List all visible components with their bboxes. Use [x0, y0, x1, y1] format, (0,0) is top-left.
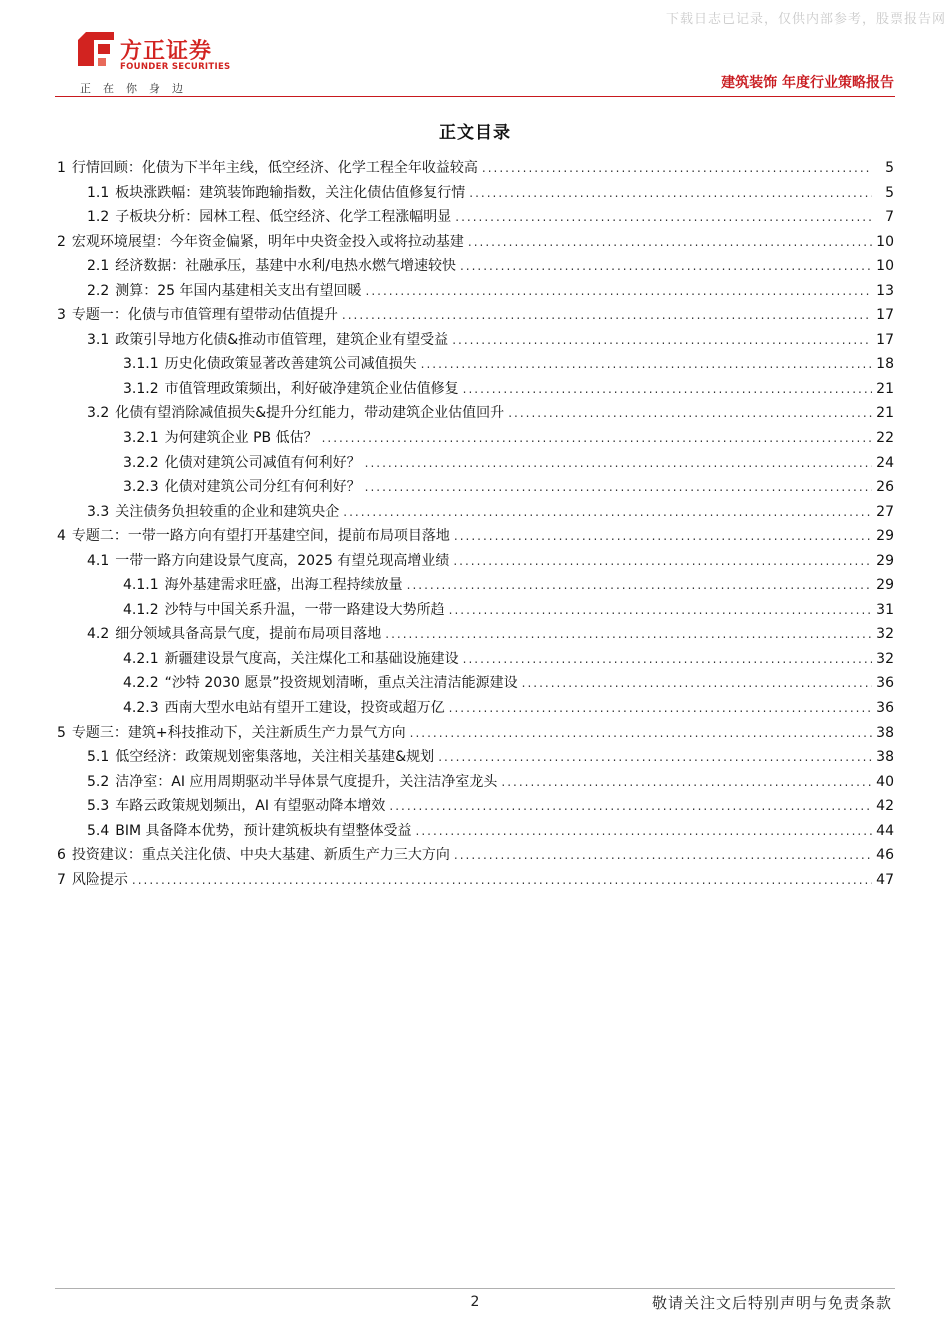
toc-entry-title: 西南大型水电站有望开工建设，投资或超万亿	[164, 700, 445, 717]
toc-entry-page: 47	[876, 871, 894, 888]
footer-divider	[55, 1288, 895, 1289]
toc-leader-dots	[454, 843, 872, 868]
toc-entry-page: 32	[876, 650, 894, 667]
toc-entry-number: 5.2	[87, 773, 110, 790]
toc-entry-number: 5.1	[87, 749, 110, 766]
toc-entry-page: 38	[876, 749, 894, 766]
toc-entry-page: 10	[876, 258, 894, 275]
toc-entry[interactable]	[57, 500, 894, 525]
toc-entry[interactable]	[57, 745, 894, 770]
toc-entry-number: 4.1.1	[123, 577, 159, 594]
toc-entry-title: 历史化债政策显著改善建筑公司减值损失	[164, 356, 417, 373]
toc-entry-page: 32	[876, 626, 894, 643]
toc-leader-dots	[366, 279, 872, 304]
toc-leader-dots	[501, 770, 872, 795]
toc-leader-dots	[410, 721, 872, 746]
toc-leader-dots	[453, 549, 872, 574]
toc-entry-page: 13	[876, 282, 894, 299]
toc-entry[interactable]	[57, 279, 894, 304]
toc-entry-number: 4.2.3	[123, 700, 159, 717]
toc-entry-number: 1.1	[87, 184, 110, 201]
toc-entry[interactable]	[57, 868, 894, 893]
toc-entry-number: 4.2	[87, 626, 110, 643]
toc-entry[interactable]	[57, 598, 894, 623]
toc-leader-dots	[469, 181, 872, 206]
toc-entry-number: 3.1	[87, 331, 110, 348]
toc-entry-number: 6	[57, 847, 66, 864]
toc-leader-dots	[322, 426, 872, 451]
toc-entry-title: 板块涨跌幅：建筑装饰跑输指数，关注化债估值修复行情	[115, 184, 466, 201]
toc-leader-dots	[455, 205, 872, 230]
toc-entry-title: 投资建议：重点关注化债、中央大基建、新质生产力三大方向	[71, 847, 450, 864]
toc-leader-dots	[407, 573, 872, 598]
toc-entry-page: 42	[876, 798, 894, 815]
toc-entry-number: 2.1	[87, 258, 110, 275]
toc-entry-title: 宏观环境展望：今年资金偏紧，明年中央资金投入或将拉动基建	[71, 233, 464, 250]
brand-slogan: 正在你身边	[80, 82, 195, 95]
brand-name-en: FOUNDER SECURITIES	[120, 62, 231, 72]
watermark-text: 下载日志已记录，仅供内部参考，股票报告网	[665, 12, 946, 27]
toc-leader-dots	[522, 671, 872, 696]
toc-entry[interactable]	[57, 524, 894, 549]
toc-leader-dots	[343, 500, 872, 525]
toc-entry-page: 44	[876, 822, 894, 839]
toc-entry[interactable]	[57, 475, 894, 500]
toc-entry[interactable]	[57, 401, 894, 426]
toc-entry[interactable]	[57, 156, 894, 181]
toc-entry-title: 细分领域具备高景气度，提前布局项目落地	[115, 626, 382, 643]
toc-entry-title: 行情回顾：化债为下半年主线，低空经济、化学工程全年收益较高	[71, 160, 478, 176]
toc-entry-number: 3.1.2	[123, 380, 159, 397]
toc-leader-dots	[508, 401, 872, 426]
toc-entry-title: 专题三：建筑+科技推动下，关注新质生产力景气方向	[71, 724, 406, 741]
toc-entry-title: 子板块分析：园林工程、低空经济、化学工程涨幅明显	[115, 209, 452, 226]
toc-leader-dots	[438, 745, 872, 770]
toc-entry[interactable]	[57, 328, 894, 353]
toc-entry[interactable]	[57, 671, 894, 696]
toc-entry-page: 36	[876, 700, 894, 717]
toc-entry-number: 1.2	[87, 209, 110, 226]
toc-entry-title: 低空经济：政策规划密集落地，关注相关基建&规划	[115, 749, 435, 766]
toc-entry-page: 38	[876, 724, 894, 741]
toc-entry-page: 7	[885, 209, 894, 226]
toc-entry[interactable]	[57, 254, 894, 279]
toc-leader-dots	[365, 451, 872, 476]
toc-entry-title: “沙特 2030 愿景”投资规划清晰，重点关注清洁能源建设	[164, 675, 518, 692]
toc-leader-dots	[482, 156, 872, 181]
toc-leader-dots	[132, 868, 872, 893]
toc-entry-page: 5	[885, 160, 894, 176]
toc-entry-page: 36	[876, 675, 894, 692]
toc-entry-number: 3.2.2	[123, 454, 159, 471]
toc-entry[interactable]	[57, 819, 894, 844]
toc-entry-page: 5	[885, 184, 894, 201]
toc-leader-dots	[389, 794, 872, 819]
toc-leader-dots	[449, 696, 872, 721]
toc-entry-title: 车路云政策规划频出，AI 有望驱动降本增效	[115, 798, 386, 815]
toc-entry-number: 4	[57, 528, 66, 545]
toc-entry-number: 5	[57, 724, 66, 741]
toc-entry-number: 4.2.1	[123, 650, 159, 667]
disclaimer-note: 敬请关注文后特别声明与免责条款	[651, 1294, 892, 1312]
toc-entry[interactable]	[57, 573, 894, 598]
toc-entry[interactable]	[57, 843, 894, 868]
toc-entry-number: 3.2	[87, 405, 110, 422]
toc-entry-title: 化债对建筑公司分红有何利好？	[164, 479, 361, 496]
toc-entry-page: 17	[876, 307, 894, 324]
toc-entry[interactable]	[57, 647, 894, 672]
toc-entry-number: 7	[57, 871, 66, 888]
toc-leader-dots	[449, 598, 872, 623]
founder-logo-icon	[78, 32, 114, 66]
toc-entry-title: 海外基建需求旺盛，出海工程持续放量	[164, 577, 403, 594]
toc-entry-page: 24	[876, 454, 894, 471]
toc-entry-number: 5.4	[87, 822, 110, 839]
toc-entry-page: 46	[876, 847, 894, 864]
toc-entry-page: 18	[876, 356, 894, 373]
toc-entry-title: 风险提示	[71, 871, 128, 888]
toc-entry-title: 政策引导地方化债&推动市值管理，建筑企业有望受益	[115, 331, 449, 348]
header-divider	[55, 96, 895, 97]
toc-entry-title: 化债有望消除减值损失&提升分红能力，带动建筑企业估值回升	[115, 405, 505, 422]
toc-entry-number: 3.2.1	[123, 430, 159, 447]
toc-entry[interactable]	[57, 352, 894, 377]
toc-entry[interactable]	[57, 622, 894, 647]
toc-entry[interactable]	[57, 205, 894, 230]
toc-entry-number: 3.1.1	[123, 356, 159, 373]
toc-leader-dots	[421, 352, 872, 377]
toc-leader-dots	[454, 524, 872, 549]
toc-entry-page: 17	[876, 331, 894, 348]
toc-entry[interactable]	[57, 230, 894, 255]
toc-entry[interactable]	[57, 794, 894, 819]
toc-entry-number: 4.1.2	[123, 601, 159, 618]
toc-entry-page: 21	[876, 380, 894, 397]
brand-name-cn: 方正证券	[120, 39, 213, 64]
toc-entry-title: 为何建筑企业 PB 低估？	[164, 430, 318, 447]
report-type-label: 建筑装饰 年度行业策略报告	[721, 75, 894, 91]
toc-entry[interactable]	[57, 303, 894, 328]
toc-entry-number: 3	[57, 307, 66, 324]
toc-entry-title: 测算：25 年国内基建相关支出有望回暖	[115, 282, 362, 299]
toc-entry-page: 10	[876, 233, 894, 250]
toc-entry[interactable]	[57, 426, 894, 451]
toc-leader-dots	[342, 303, 872, 328]
toc-leader-dots	[468, 230, 872, 255]
toc-entry-number: 4.1	[87, 552, 110, 569]
toc-entry-number: 3.2.3	[123, 479, 159, 496]
toc-title: 正文目录	[439, 123, 511, 143]
toc-entry-title: 洁净室：AI 应用周期驱动半导体景气度提升，关注洁净室龙头	[115, 773, 498, 790]
toc-entry[interactable]	[57, 696, 894, 721]
toc-entry-number: 5.3	[87, 798, 110, 815]
toc-entry[interactable]	[57, 451, 894, 476]
toc-leader-dots	[463, 647, 872, 672]
toc-entry[interactable]	[57, 549, 894, 574]
toc-leader-dots	[416, 819, 872, 844]
toc-entry[interactable]	[57, 181, 894, 206]
toc-entry-title: 市值管理政策频出，利好破净建筑企业估值修复	[164, 380, 459, 397]
toc-entry-title: 专题一：化债与市值管理有望带动估值提升	[71, 307, 338, 324]
toc-entry[interactable]	[57, 721, 894, 746]
toc-entry-page: 22	[876, 430, 894, 447]
toc-leader-dots	[385, 622, 872, 647]
toc-entry[interactable]	[57, 770, 894, 795]
toc-entry[interactable]	[57, 377, 894, 402]
toc-entry-number: 3.3	[87, 503, 110, 520]
toc-entry-page: 29	[876, 552, 894, 569]
page-number: 2	[470, 1294, 480, 1310]
toc-entry-title: 化债对建筑公司减值有何利好？	[164, 454, 361, 471]
toc-entry-page: 26	[876, 479, 894, 496]
toc-entry-number: 2.2	[87, 282, 110, 299]
table-of-contents	[57, 156, 894, 892]
toc-entry-page: 29	[876, 528, 894, 545]
toc-entry-number: 4.2.2	[123, 675, 159, 692]
toc-entry-page: 40	[876, 773, 894, 790]
toc-entry-page: 27	[876, 503, 894, 520]
company-logo	[78, 32, 238, 98]
toc-entry-number: 1	[57, 160, 66, 176]
toc-leader-dots	[460, 254, 872, 279]
toc-entry-title: 沙特与中国关系升温，一带一路建设大势所趋	[164, 601, 445, 618]
toc-entry-title: 经济数据：社融承压，基建中水利/电热水燃气增速较快	[115, 258, 456, 275]
toc-entry-title: 专题二：一带一路方向有望打开基建空间，提前布局项目落地	[71, 528, 450, 545]
toc-entry-page: 31	[876, 601, 894, 618]
toc-entry-number: 2	[57, 233, 66, 250]
toc-leader-dots	[463, 377, 872, 402]
toc-entry-title: 一带一路方向建设景气度高，2025 有望兑现高增业绩	[115, 552, 450, 569]
toc-entry-title: BIM 具备降本优势，预计建筑板块有望整体受益	[115, 822, 412, 839]
toc-entry-title: 新疆建设景气度高，关注煤化工和基础设施建设	[164, 650, 459, 667]
toc-leader-dots	[452, 328, 872, 353]
toc-entry-title: 关注债务负担较重的企业和建筑央企	[115, 503, 340, 520]
toc-leader-dots	[365, 475, 872, 500]
toc-entry-page: 29	[876, 577, 894, 594]
toc-entry-page: 21	[876, 405, 894, 422]
